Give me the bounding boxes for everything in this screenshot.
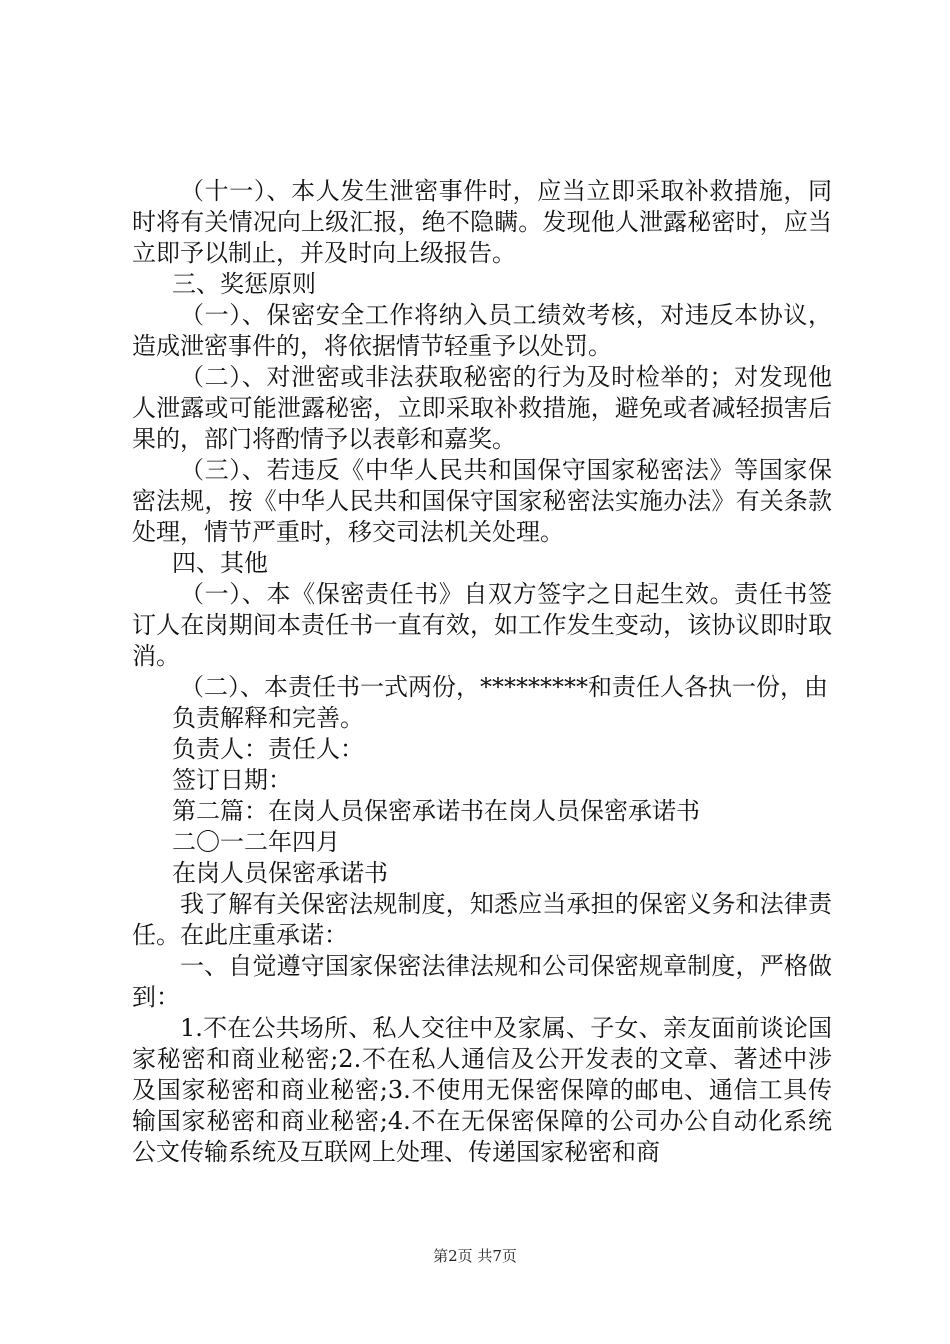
page-number: 第2页 共7页	[433, 1247, 517, 1265]
paragraph-rewards-3: （三）、若违反《中华人民共和国保守国家秘密法》等国家保密法规，按《中华人民共和国保守国家秘密法实施办法》有关条款处理，情节严重时，移交司法机关处理。	[132, 456, 832, 546]
signature-line: 负责人：责任人：	[172, 735, 364, 763]
paragraph-11: （十一）、本人发生泄密事件时，应当立即采取补救措施，同时将有关情况向上级汇报，绝不隐瞒。发现他人泄露秘密时，应当立即予以制止，并及时向上级报告。	[132, 177, 832, 267]
paragraph-interpretation: 负责解释和完善。	[172, 704, 364, 732]
chapter-date: 二〇一二年四月	[172, 828, 340, 856]
paragraph-rewards-1: （一）、保密安全工作将纳入员工绩效考核，对违反本协议，造成泄密事件的，将依据情节轻重予以处罚。	[132, 301, 832, 360]
document-body	[132, 176, 832, 1168]
paragraph-other-1: （一）、本《保密责任书》自双方签字之日起生效。责任书签订人在岗期间本责任书一直有效，如工作发生变动，该协议即时取消。	[132, 580, 832, 670]
commitment-item-1: 一、自觉遵守国家保密法律法规和公司保密规章制度，严格做到：	[132, 952, 832, 1011]
paragraph-other-2: （二）、本责任书一式两份，*********和责任人各执一份，由	[180, 673, 828, 701]
chapter-title: 第二篇：在岗人员保密承诺书在岗人员保密承诺书	[172, 797, 700, 825]
commitment-list: 1.不在公共场所、私人交往中及家属、子女、亲友面前谈论国家秘密和商业秘密;2.不在私人通信及公开发表的文章、著述中涉及国家秘密和商业秘密;3.不使用无保密保障的邮电、通信工具传输国家秘密和商业秘密;4.不在无保密保障的公司办公自动化系统公文传输系统及互联网上处理、传递国家秘密和商	[132, 1014, 832, 1166]
sign-date-line: 签订日期：	[172, 766, 292, 794]
commitment-intro: 我了解有关保密法规制度，知悉应当承担的保密义务和法律责任。在此庄重承诺：	[132, 890, 832, 949]
commitment-title: 在岗人员保密承诺书	[172, 859, 388, 887]
paragraph-rewards-2: （二）、对泄密或非法获取秘密的行为及时检举的；对发现他人泄露或可能泄露秘密，立即采取补救措施，避免或者减轻损害后果的，部门将酌情予以表彰和嘉奖。	[132, 363, 832, 453]
section-heading-other: 四、其他	[172, 549, 268, 577]
section-heading-rewards: 三、奖惩原则	[172, 270, 316, 298]
